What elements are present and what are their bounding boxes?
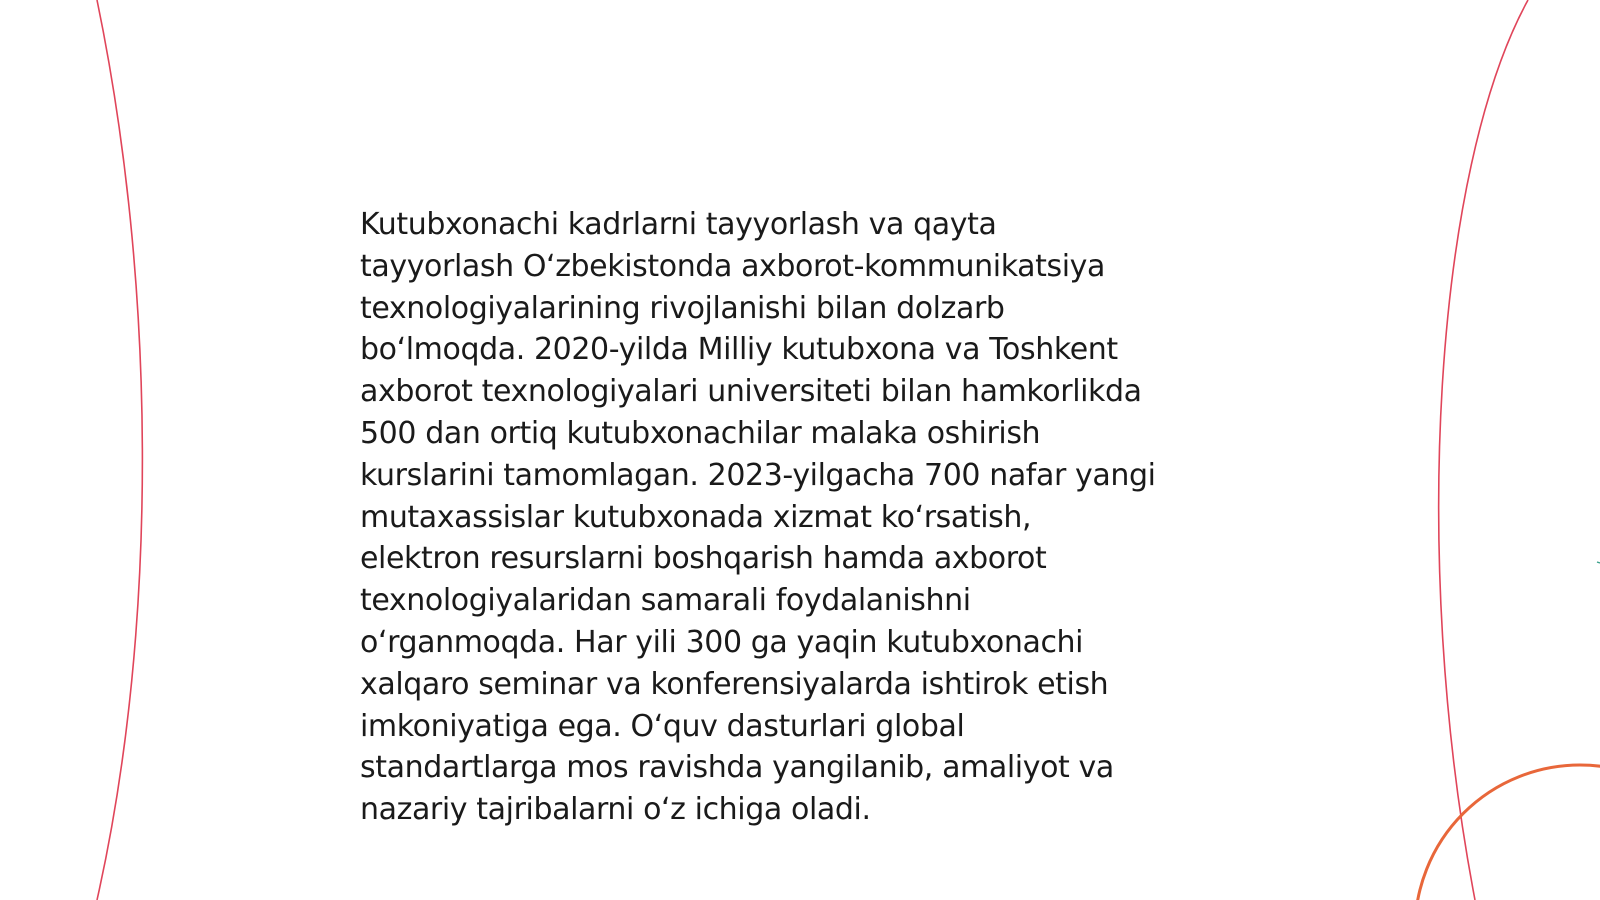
paragraph-line: kurslarini tamomlagan. 2023-yilgacha 700 nafar yangi [360,457,1156,493]
corner-circle-accent [1415,765,1600,900]
paragraph-line: texnologiyalarining rivojlanishi bilan dolzarb [360,290,1005,326]
paragraph-line: standartlarga mos ravishda yangilanib, amaliyot va [360,750,1114,786]
paragraph-line: nazariy tajribalarni o‘z ichiga oladi. [360,792,871,828]
paragraph-line: elektron resurslarni boshqarish hamda axborot [360,541,1047,577]
paragraph-line: xalqaro seminar va konferensiyalarda ishtirok etish [360,666,1109,702]
paragraph-line: axborot texnologiyalari universiteti bilan hamkorlikda [360,374,1142,410]
paragraph-line: o‘rganmoqda. Har yili 300 ga yaqin kutubxonachi [360,624,1084,660]
paragraph-line: bo‘lmoqda. 2020-yilda Milliy kutubxona va Toshkent [360,332,1118,368]
left-curve-line [97,0,142,900]
paragraph-line: tayyorlash O‘zbekistonda axborot-kommunikatsiya [360,248,1105,284]
paragraph-line: imkoniyatiga ega. O‘quv dasturlari global [360,708,965,744]
paragraph-line: mutaxassislar kutubxonada xizmat ko‘rsatish, [360,499,1032,535]
body-paragraph [360,204,1260,831]
paragraph-line: texnologiyalaridan samarali foydalanishni [360,583,971,619]
paragraph-line: 500 dan ortiq kutubxonachilar malaka oshirish [360,415,1041,451]
paragraph-line: Kutubxonachi kadrlarni tayyorlash va qayta [360,207,997,242]
right-curve-line [1439,0,1528,900]
